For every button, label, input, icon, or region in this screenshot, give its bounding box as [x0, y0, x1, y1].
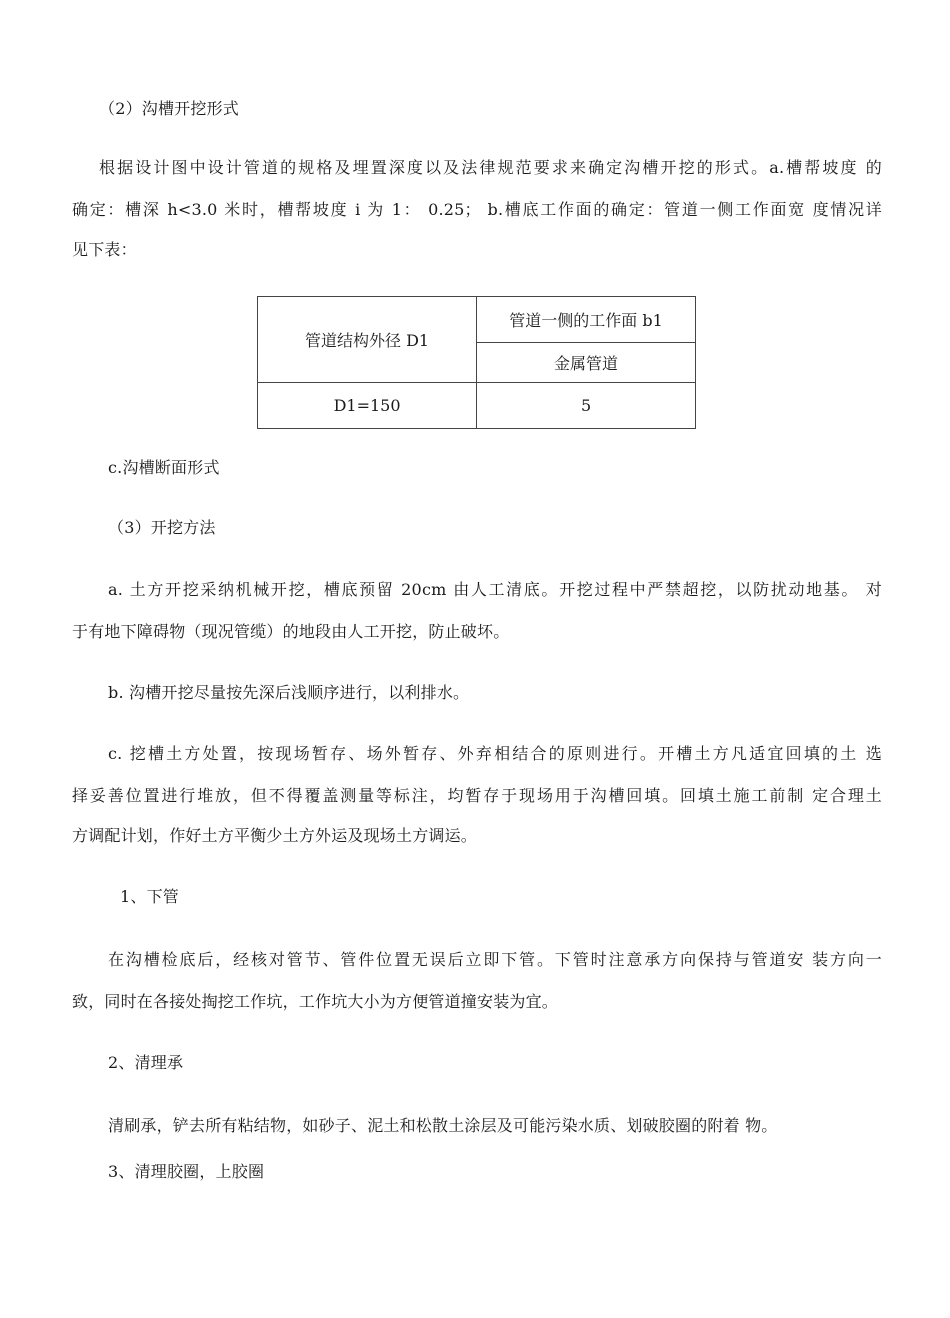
table-header-work-surface: 管道一侧的工作面 b1: [477, 297, 696, 343]
section-heading-2: （2）沟槽开挖形式: [99, 99, 239, 118]
section-heading-3: （3）开挖方法: [108, 518, 216, 537]
paragraph-line: 在沟槽检底后，经核对管节、管件位置无误后立即下管。下管时注意承方向保持与管道安 装方向一: [108, 950, 882, 969]
paragraph-line: 清刷承，铲去所有粘结物，如砂子、泥土和松散土涂层及可能污染水质、划破胶圈的附着 物。: [108, 1116, 778, 1135]
paragraph-line: 致，同时在各接处掏挖工作坑，工作坑大小为方便管道撞安装为宜。: [72, 992, 559, 1011]
table-header-outer-diameter: 管道结构外径 D1: [258, 297, 477, 383]
paragraph-line: 方调配计划，作好土方平衡少土方外运及现场土方调运。: [72, 826, 478, 845]
paragraph-line: a. 土方开挖采纳机械开挖，槽底预留 20cm 由人工清底。开挖过程中严禁超挖，以防扰动地基。 对: [108, 580, 882, 599]
table-subheader-metal-pipe: 金属管道: [477, 343, 696, 383]
paragraph-line: c.沟槽断面形式: [108, 458, 220, 477]
paragraph-line: 择妥善位置进行堆放，但不得覆盖测量等标注，均暂存于现场用于沟槽回填。回填土施工前制 定合理土: [72, 786, 882, 805]
step-heading: 2、清理承: [108, 1053, 184, 1072]
paragraph-line: 于有地下障碍物（现况管缆）的地段由人工开挖，防止破坏。: [72, 622, 510, 641]
paragraph-line: 确定：槽深 h<3.0 米时，槽帮坡度 i 为 1： 0.25； b.槽底工作面的确定：管道一侧工作面宽 度情况详: [72, 200, 882, 219]
paragraph-line: 见下表：: [72, 240, 137, 259]
table-cell: D1=150: [258, 383, 477, 429]
paragraph-line: b. 沟槽开挖尽量按先深后浅顺序进行，以利排水。: [108, 683, 470, 702]
paragraph-line: 根据设计图中设计管道的规格及埋置深度以及法律规范要求来确定沟槽开挖的形式。a.槽帮坡度 的: [99, 158, 882, 177]
table-cell: 5: [477, 383, 696, 429]
paragraph-line: c. 挖槽土方处置，按现场暂存、场外暂存、外弃相结合的原则进行。开槽土方凡适宜回填的土 选: [108, 744, 882, 763]
step-heading: 1、下管: [120, 887, 179, 906]
step-heading: 3、清理胶圈，上胶圈: [108, 1162, 265, 1181]
work-surface-table: [257, 296, 696, 429]
